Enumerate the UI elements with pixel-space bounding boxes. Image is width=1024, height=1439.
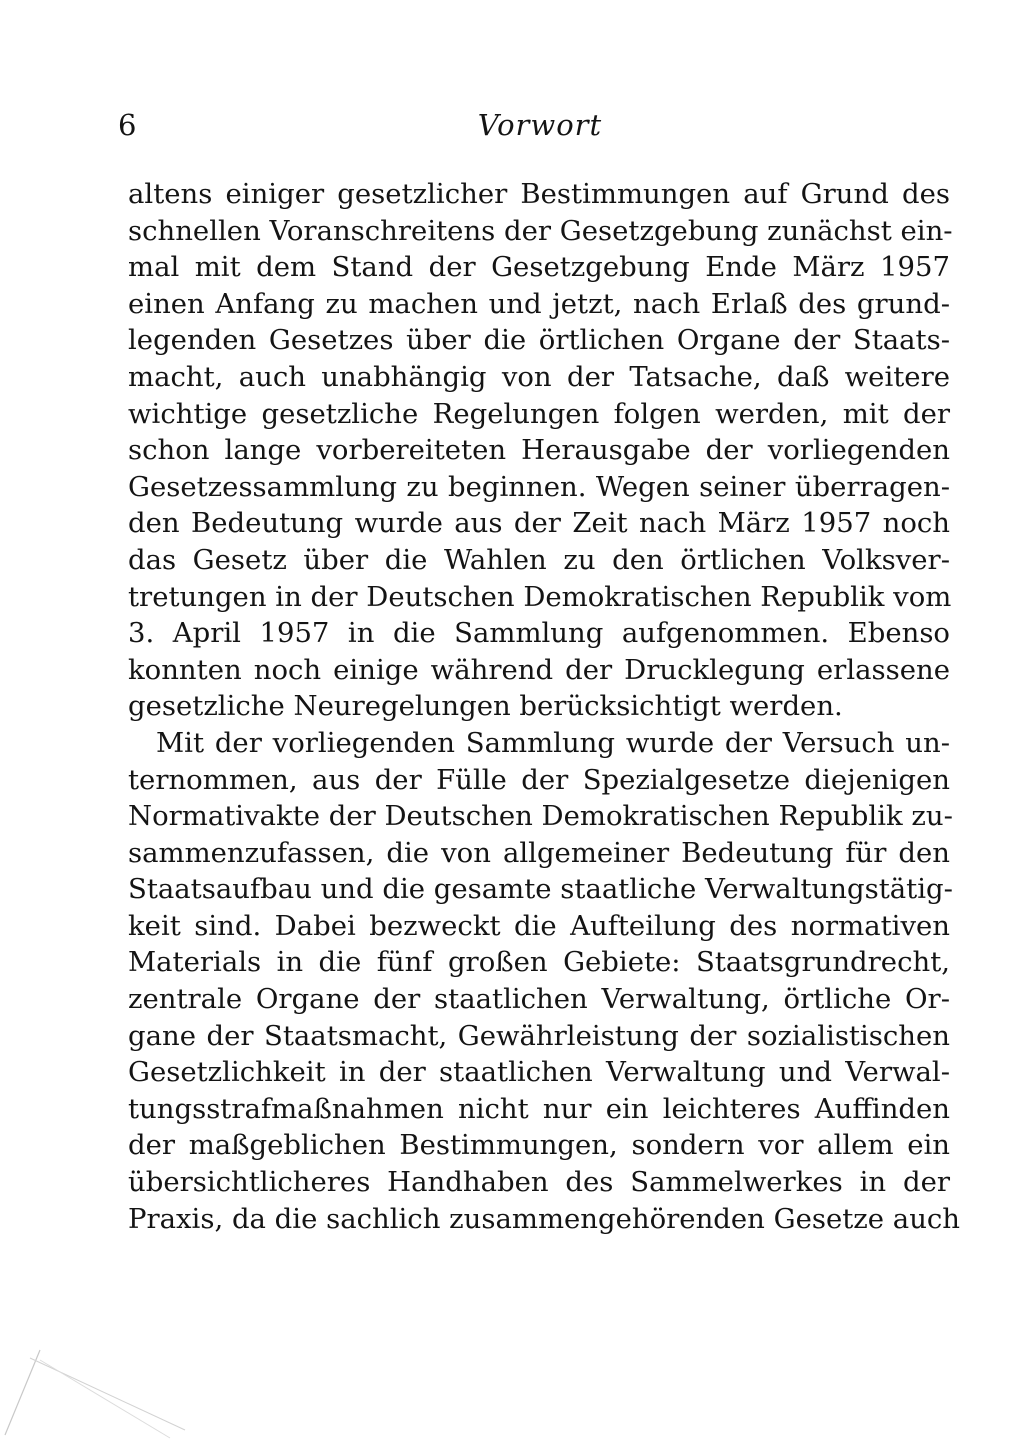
- text-line: altens einiger gesetzlicher Bestimmungen auf Grund des: [128, 178, 950, 210]
- body-text: [128, 176, 961, 1237]
- text-line: tungsstrafmaßnahmen nicht nur ein leichteres Auffinden: [128, 1092, 950, 1125]
- paragraph: [128, 176, 953, 725]
- text-line: schon lange vorbereiteten Herausgabe der vorliegenden: [128, 434, 950, 467]
- text-line: ternommen, aus der Fülle der Spezialgesetze diejenigen: [128, 763, 950, 796]
- text-line: Mit der vorliegenden Sammlung wurde der Versuch un-: [156, 726, 950, 759]
- scan-artifact-lines: [0, 1330, 200, 1439]
- text-line: macht, auch unabhängig von der Tatsache, daß weitere: [128, 360, 950, 393]
- text-line: gesetzliche Neuregelungen berücksichtigt werden.: [128, 690, 843, 723]
- text-line: den Bedeutung wurde aus der Zeit nach März 1957 noch: [128, 507, 950, 540]
- text-line: legenden Gesetzes über die örtlichen Organe der Staats-: [128, 324, 950, 357]
- text-line: Normativakte der Deutschen Demokratischen Republik zu-: [128, 800, 953, 833]
- text-line: gane der Staatsmacht, Gewährleistung der sozialistischen: [128, 1019, 950, 1052]
- text-line: Staatsaufbau und die gesamte staatliche Verwaltungstätig-: [128, 873, 953, 906]
- text-line: wichtige gesetzliche Regelungen folgen werden, mit der: [128, 397, 950, 430]
- text-line: das Gesetz über die Wahlen zu den örtlichen Volksver-: [128, 543, 950, 576]
- text-line: keit sind. Dabei bezweckt die Aufteilung des normativen: [128, 909, 950, 942]
- text-line: Praxis, da die sachlich zusammengehörenden Gesetze auch: [128, 1202, 961, 1235]
- text-line: 3. April 1957 in die Sammlung aufgenommen. Ebenso: [128, 617, 950, 650]
- text-line: zentrale Organe der staatlichen Verwaltung, örtliche Or-: [128, 983, 950, 1016]
- text-line: Gesetzessammlung zu beginnen. Wegen seiner überragen-: [128, 470, 950, 503]
- page-number: 6: [118, 108, 137, 142]
- text-line: mal mit dem Stand der Gesetzgebung Ende März 1957: [128, 251, 950, 284]
- text-line: sammenzufassen, die von allgemeiner Bedeutung für den: [128, 836, 950, 869]
- text-line: schnellen Voranschreitens der Gesetzgebung zunächst ein-: [128, 214, 953, 247]
- text-line: einen Anfang zu machen und jetzt, nach Erlaß des grund-: [128, 287, 950, 320]
- text-line: tretungen in der Deutschen Demokratischen Republik vom: [128, 580, 952, 613]
- text-line: übersichtlicheres Handhaben des Sammelwerkes in der: [128, 1166, 950, 1199]
- text-line: Gesetzlichkeit in der staatlichen Verwaltung und Verwal-: [128, 1056, 950, 1089]
- text-line: der maßgeblichen Bestimmungen, sondern vor allem ein: [128, 1129, 950, 1162]
- paragraph: [128, 725, 961, 1237]
- running-header: Vorwort: [477, 108, 603, 142]
- text-line: konnten noch einige während der Drucklegung erlassene: [128, 653, 950, 686]
- text-line: Materials in die fünf großen Gebiete: Staatsgrundrecht,: [128, 946, 950, 979]
